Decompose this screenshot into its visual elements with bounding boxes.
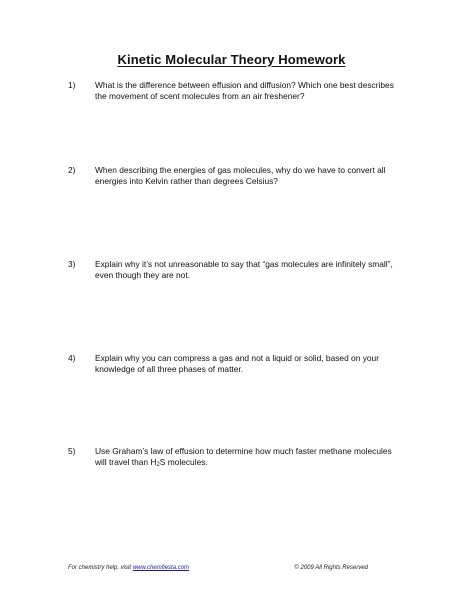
footer-prefix: For chemistry help, visit — [68, 565, 133, 571]
page-title: Kinetic Molecular Theory Homework — [117, 52, 346, 67]
question-text: What is the difference between effusion and diffusion? Which one best describes the movement of scent molecules from an air freshener? — [95, 80, 394, 101]
chemfiesta-link[interactable]: www.chemfiesta.com — [132, 565, 190, 571]
question-number: 5) — [68, 446, 76, 456]
question-text-after: S molecules. — [159, 457, 208, 467]
subscript-two: 2 — [156, 462, 160, 468]
footer-copyright: © 2009 All Rights Reserved — [294, 565, 368, 571]
question-text: When describing the energies of gas molecules, why do we have to convert all energies into Kelvin rather than degrees Celsius? — [95, 165, 386, 186]
question-number: 4) — [68, 353, 76, 363]
question-text: Explain why you can compress a gas and not a liquid or solid, based on your knowledge of all three phases of matter. — [95, 353, 379, 374]
question-text: Explain why it’s not unreasonable to say that “gas molecules are infinitely small”, even though they are not. — [95, 259, 393, 280]
question-text-before: Use Graham’s law of effusion to determine how much faster methane molecules will travel than H — [95, 446, 392, 467]
question-text — [95, 446, 395, 468]
question-number: 2) — [68, 165, 76, 175]
question-number: 1) — [68, 80, 76, 90]
footer-help — [68, 565, 189, 571]
question-number: 3) — [68, 259, 76, 269]
